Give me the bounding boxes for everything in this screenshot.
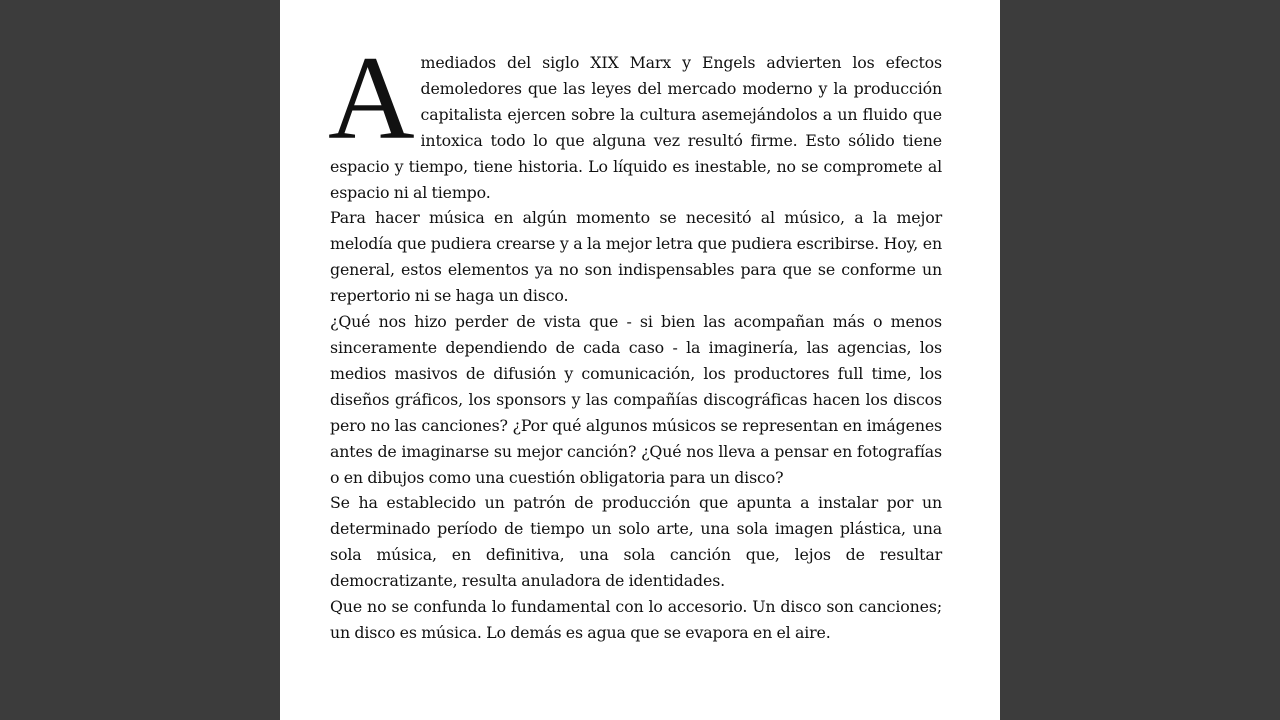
paragraph-2: Para hacer música en algún momento se necesitó al músico, a la mejor melodía que pudiera crearse y a la mejor letra que pudiera escribirse. Hoy, en general, estos elementos ya no son indispensables para que se conforme un repertorio ni se haga un disco. (330, 208, 942, 306)
body-text (328, 31, 942, 646)
drop-cap: A (328, 31, 415, 164)
document-page (280, 0, 1000, 720)
paragraph-1 (328, 31, 942, 205)
paragraph-5: Que no se confunda lo fundamental con lo accesorio. Un disco son canciones; un disco es música. Lo demás es agua que se evapora en el aire. (330, 597, 942, 642)
paragraph-4: Se ha establecido un patrón de producción que apunta a instalar por un determinado período de tiempo un solo arte, una sola imagen plástica, una sola música, en definitiva, una sola canción que, lejos de resultar democratizante, resulta anuladora de identidades. (330, 493, 942, 591)
paragraph-3: ¿Qué nos hizo perder de vista que - si bien las acompañan más o menos sinceramente dependiendo de cada caso - la imaginería, las agencias, los medios masivos de difusión y comunicación, los productores full time, los diseños gráficos, los sponsors y las compañías discográficas hacen los discos pero no las canciones? ¿Por qué algunos músicos se representan en imágenes antes de imaginarse su mejor canción? ¿Qué nos lleva a pensar en fotografías o en dibujos como una cuestión obligatoria para un disco? (330, 312, 942, 487)
paragraph-1-text: mediados del siglo XIX Marx y Engels advierten los efectos demoledores que las leyes del mercado moderno y la producción capitalista ejercen sobre la cultura asemejándolos a un fluido que intoxica todo lo que alguna vez resultó firme. Esto sólido tiene espacio y tiempo, tiene historia. Lo líquido es inestable, no se compromete al espacio ni al tiempo. (330, 53, 942, 202)
